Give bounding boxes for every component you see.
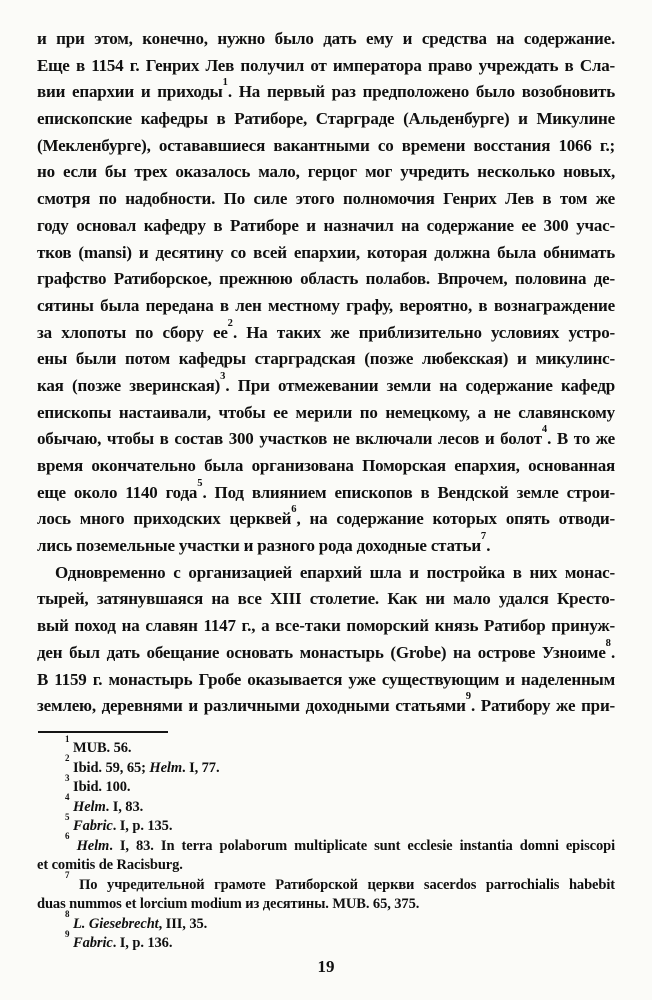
footnote-line	[37, 856, 615, 876]
text-run: графство Ратиборское, прежнюю область полабов. Впрочем, половина де-	[37, 269, 615, 289]
text-run: Ibid. 59, 65;	[69, 759, 150, 776]
text-line	[37, 266, 615, 293]
text-line	[37, 133, 615, 160]
italic-run: Helm	[76, 837, 110, 854]
text-run: еще около 1140 года	[37, 482, 198, 502]
text-run: епископские кафедры в Ратиборе, Старграде (Альденбурге) и Микулине	[37, 109, 615, 129]
page-number: 19	[317, 957, 335, 976]
footnote-ref: 3	[65, 772, 70, 783]
text-run: Еще в 1154 г. Генрих Лев получил от императора право учреждать в Сла-	[37, 55, 615, 75]
text-run: , на содержание которых опять отводи-	[296, 509, 615, 529]
footnote-ref: 1	[65, 733, 70, 744]
text-run: и при этом, конечно, нужно было дать ему и средства на содержание.	[37, 29, 615, 48]
footnote-line	[37, 928, 615, 954]
text-run: . При отмежевании земли на содержание кафедр	[225, 375, 615, 395]
text-line	[37, 477, 615, 507]
text-run: лось много приходских церквей	[37, 509, 292, 529]
text-line	[37, 400, 615, 427]
italic-run: Helm	[73, 798, 106, 815]
footnote-ref: 8	[605, 637, 611, 649]
footnote-line	[37, 772, 615, 798]
text-run: По учредительной грамоте Ратиборской церкви sacerdos parrochialis habebit	[69, 876, 615, 893]
text-run	[70, 838, 77, 854]
footnote-ref: 6	[291, 504, 297, 516]
text-run: ден был дать обещание основать монастырь (Grobe) на острове Узноиме	[37, 642, 606, 662]
text-run: вый поход на славян 1147 г., а все-таки поморский князь Ратибор принуж-	[37, 616, 615, 636]
footnote-ref: 7	[65, 870, 70, 881]
footnote-ref: 5	[197, 477, 203, 489]
text-run: В 1159 г. монастырь Гробе оказывается уже существующим и наделенным	[37, 669, 615, 689]
text-line	[37, 293, 615, 320]
text-line	[37, 26, 615, 53]
italic-run: L. Giesebrecht	[73, 915, 159, 932]
footnote-ref: 8	[65, 909, 70, 920]
text-line	[37, 106, 615, 133]
text-run: . I, p. 135.	[112, 818, 173, 834]
text-run: . I, 83.	[105, 798, 144, 815]
text-line	[37, 637, 615, 667]
italic-run: Fabric	[73, 935, 113, 951]
text-run: году основал кафедру в Ратиборе и назначил на содержание ее 300 учас-	[37, 215, 615, 235]
footnote-ref: 7	[480, 531, 487, 543]
text-run: et comitis de Racisburg.	[37, 857, 183, 873]
text-run: . I, 83. In terra polaborum multiplicate sunt ecclesie instantia domni episcopi	[109, 837, 615, 854]
footnote-ref: 2	[65, 753, 70, 764]
text-run: епископы настаивали, чтобы ее мерили по немецкому, а не славянскому	[37, 402, 615, 422]
footnotes-block	[37, 733, 615, 954]
text-run: ены были потом кафедры старградская (позже любекская) и микулинс-	[37, 349, 615, 369]
text-run: , III, 35.	[158, 915, 208, 932]
text-line	[37, 453, 615, 480]
text-run: кая (позже зверинская)	[37, 375, 221, 395]
text-run: лись поземельные участки и разного рода доходные статьи	[37, 536, 481, 556]
text-line	[37, 560, 615, 587]
text-run: MUB. 56.	[69, 740, 132, 756]
main-text-block	[37, 26, 615, 720]
footnote-ref: 9	[465, 691, 471, 703]
text-run: . На первый раз предположено было возобновить	[227, 82, 615, 102]
text-line	[37, 79, 615, 106]
footnote-line	[37, 870, 615, 896]
footnote-line	[37, 811, 615, 837]
text-run: Ibid. 100.	[69, 779, 131, 795]
text-run: время окончательно была организована Поморская епархия, основанная	[37, 456, 615, 475]
footnote-line	[37, 733, 615, 759]
text-run: .	[486, 536, 491, 556]
text-run: смотря по надобности. По силе этого полномочия Генрих Лев в том же	[37, 189, 615, 209]
text-run: вии епархии и приходы	[37, 82, 223, 102]
text-line	[37, 186, 615, 213]
text-run: . На таких же приблизительно условиях устро-	[232, 322, 615, 342]
text-line	[37, 213, 615, 240]
text-line	[37, 506, 615, 533]
footnote-ref: 2	[227, 317, 233, 329]
footnote-ref: 9	[65, 928, 70, 939]
text-line	[37, 159, 615, 186]
text-run: тырей, затянувшаяся на все XIII столетие. Как ни мало удался Кресто-	[37, 589, 615, 609]
text-run: .	[610, 642, 615, 662]
text-run: . Ратибору же при-	[470, 696, 615, 716]
text-run: за хлопоты по сбору ее	[37, 322, 228, 342]
text-run: Одновременно с организацией епархий шла и постройка в них монас-	[55, 562, 615, 582]
text-line	[37, 346, 615, 373]
text-run: duas nummos et lorcium modium из десятины. MUB. 65, 375.	[37, 896, 420, 912]
footnote-ref: 6	[65, 831, 70, 842]
italic-run: Helm	[149, 759, 183, 776]
italic-run: Fabric	[73, 818, 113, 834]
text-line	[37, 693, 615, 720]
text-run: . Под влиянием епископов в Вендской земле строи-	[202, 482, 615, 502]
text-line	[37, 533, 615, 560]
footnote-line	[37, 909, 615, 935]
footnote-ref: 3	[220, 371, 226, 383]
text-line	[37, 613, 615, 640]
footnote-line	[37, 831, 615, 857]
text-line	[37, 317, 615, 347]
text-run: землею, деревнями и различными доходными статьями	[37, 696, 466, 716]
footnote-line	[37, 895, 615, 915]
text-run: но если бы трех оказалось мало, герцог мог учредить несколько новых,	[37, 162, 615, 182]
text-line	[37, 240, 615, 267]
text-run: сятины была передана в лен местному графу, вероятно, в вознаграждение	[37, 295, 615, 315]
footnote-ref: 4	[541, 424, 548, 436]
footnote-line	[37, 753, 615, 779]
text-line	[37, 426, 615, 453]
text-run: обычаю, чтобы в состав 300 участков не включали лесов и болот	[37, 429, 542, 449]
text-run: (Мекленбурге), остававшиеся вакантными со времени восстания 1066 г.;	[37, 135, 615, 155]
text-run: . I, 77.	[182, 759, 220, 776]
footnote-ref: 5	[65, 811, 70, 822]
text-run: . В то же	[547, 429, 615, 449]
text-line	[37, 667, 615, 694]
text-run: тков (mansi) и десятину со всей епархии, которая должна была обнимать	[37, 242, 615, 262]
footnote-ref: 4	[65, 792, 70, 803]
text-line	[37, 586, 615, 613]
text-line	[37, 53, 615, 80]
footnote-line	[37, 792, 615, 818]
text-line	[37, 373, 615, 400]
footnote-ref: 1	[222, 77, 228, 89]
footnote-separator	[38, 731, 168, 733]
text-run: . I, p. 136.	[112, 935, 173, 951]
